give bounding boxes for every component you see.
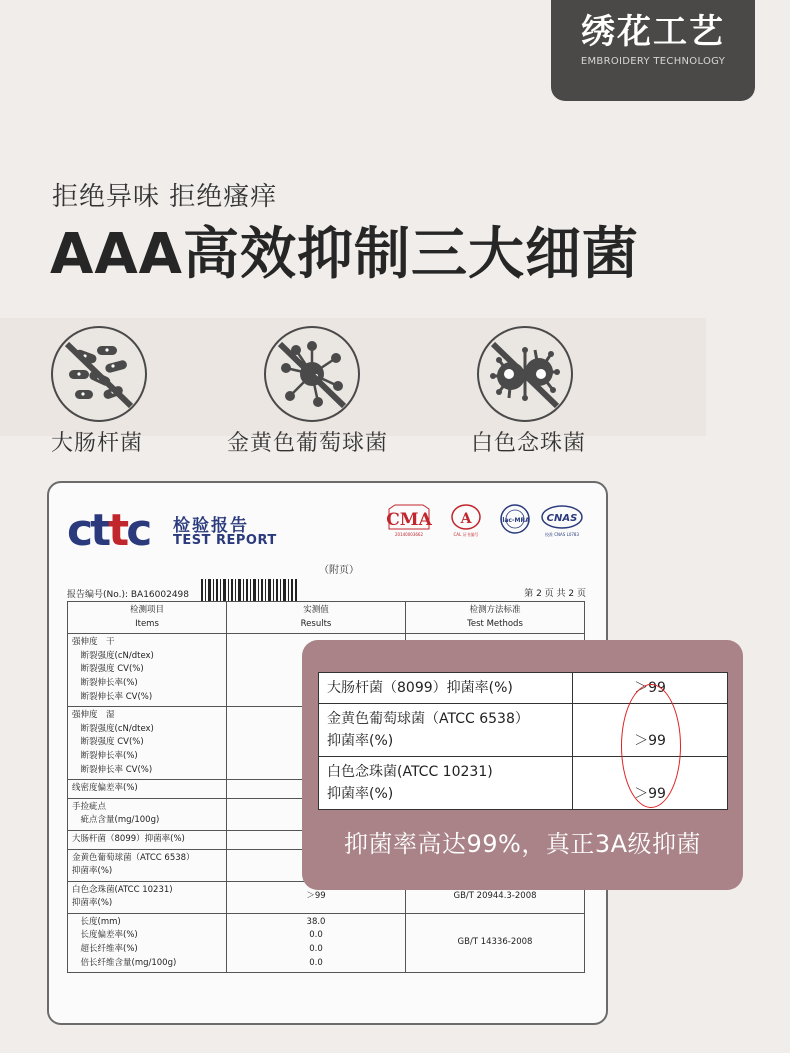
report-result-cell: ＞99 — [227, 881, 406, 913]
candida-icon — [477, 326, 573, 422]
barcode — [199, 579, 299, 601]
report-item-line: 抑菌率(%) — [72, 898, 113, 909]
report-item-line: 超长纤维率(%) — [72, 944, 138, 955]
ilac-mark — [495, 503, 535, 539]
svg-text:A: A — [460, 511, 472, 527]
report-item-line: 断裂伸长率(%) — [72, 750, 138, 761]
report-item-cell — [68, 849, 227, 881]
report-title-zh: 检验报告 — [173, 516, 249, 536]
header-items: 检测项目 Items — [68, 602, 227, 634]
bacteria-label-ecoli: 大肠杆菌 — [51, 431, 144, 456]
highlight-name: 大肠杆菌（8099）抑菌率(%) — [319, 673, 573, 704]
cma-mark-label: CMA — [386, 510, 432, 530]
report-item-line: 强伸度 湿 — [72, 710, 115, 721]
report-item-line: 断裂强度 CV(%) — [72, 664, 144, 675]
report-item-line: 断裂伸长率 CV(%) — [72, 691, 153, 702]
headline-sub: 拒绝异味 拒绝瘙痒 — [52, 182, 278, 212]
cal-mark — [441, 503, 491, 539]
highlight-value: ＞99 — [573, 704, 728, 757]
cnas-mark — [537, 503, 587, 539]
header-methods: 检测方法标准 Test Methods — [406, 602, 585, 634]
report-title-en: TEST REPORT — [173, 533, 277, 548]
page-indicator: 第 2 页 共 2 页 — [524, 589, 586, 599]
highlight-value: ＞99 — [573, 673, 728, 704]
report-item-cell — [68, 798, 227, 830]
highlight-caption: 抑菌率高达99%，真正3A级抑菌 — [343, 830, 702, 858]
report-item-line: 长度偏差率(%) — [72, 930, 138, 941]
report-item-line: 抑菌率(%) — [72, 866, 113, 877]
cma-mark — [385, 503, 433, 539]
report-item-line: 断裂强度(cN/dtex) — [72, 650, 154, 661]
report-row — [68, 913, 585, 972]
highlight-name: 金黄色葡萄球菌（ATCC 6538） 抑菌率(%) — [319, 704, 573, 757]
report-item-line: 断裂伸长率 CV(%) — [72, 764, 153, 775]
headline-main: AAA高效抑制三大细菌 — [50, 222, 640, 287]
report-item-cell — [68, 830, 227, 849]
report-item-line: 白色念珠菌(ATCC 10231) — [72, 884, 173, 895]
report-item-line: 断裂强度 CV(%) — [72, 737, 144, 748]
badge-title: 绣花工艺 — [581, 12, 725, 52]
bacteria-label-candida: 白色念珠菌 — [471, 431, 587, 456]
cma-mark-note: 20140003662 — [395, 532, 423, 537]
report-item-line: 大肠杆菌（8099）抑菌率(%) — [72, 833, 185, 844]
report-item-line: 疵点含量(mg/100g) — [72, 815, 160, 826]
highlight-value: ＞99 — [573, 757, 728, 810]
antibacterial-highlight-panel — [302, 640, 743, 890]
cnas-mark-note: 校准 CNAS L0783 — [544, 532, 580, 537]
staphylococcus-icon — [264, 326, 360, 422]
bacteria-label-staph: 金黄色葡萄球菌 — [227, 431, 389, 456]
report-item-cell — [68, 707, 227, 780]
report-item-line: 线密度偏差率(%) — [72, 783, 138, 794]
report-method-cell: GB/T 14336-2008 — [406, 913, 585, 972]
header-results: 实测值 Results — [227, 602, 406, 634]
report-item-line: 倍长纤维含量(mg/100g) — [72, 957, 177, 968]
report-item-line: 断裂伸长率(%) — [72, 677, 138, 688]
embroidery-badge — [551, 0, 755, 101]
red-circle-mark — [621, 684, 681, 808]
report-method-cell: GB/T 20944.3-2008 — [406, 881, 585, 913]
ilac-mark-label: ilac-MRA — [500, 517, 530, 524]
report-result-cell: 38.0 0.0 0.0 0.0 — [227, 913, 406, 972]
report-header-row — [68, 602, 585, 634]
cnas-mark-label: CNAS — [546, 513, 578, 524]
appendix-label: （附页） — [319, 565, 359, 576]
cttc-logo: cttc — [67, 505, 150, 556]
badge-subtitle: EMBROIDERY TECHNOLOGY — [580, 56, 726, 67]
report-item-line: 断裂强度(cN/dtex) — [72, 723, 154, 734]
cal-mark-note: CAL 证书编号 — [453, 532, 479, 537]
report-item-cell — [68, 881, 227, 913]
report-item-line: 金黄色葡萄球菌（ATCC 6538） — [72, 852, 195, 863]
report-number: 报告编号(No.): BA16002498 — [67, 590, 189, 600]
report-item-line: 手捡疵点 — [72, 801, 107, 812]
report-item-line: 强伸度 干 — [72, 637, 115, 648]
rod-bacteria-icon — [51, 326, 147, 422]
report-item-line: 长度(mm) — [72, 916, 121, 927]
report-item-cell — [68, 913, 227, 972]
report-item-cell — [68, 780, 227, 799]
highlight-name: 白色念珠菌(ATCC 10231) 抑菌率(%) — [319, 757, 573, 810]
report-item-cell — [68, 634, 227, 707]
